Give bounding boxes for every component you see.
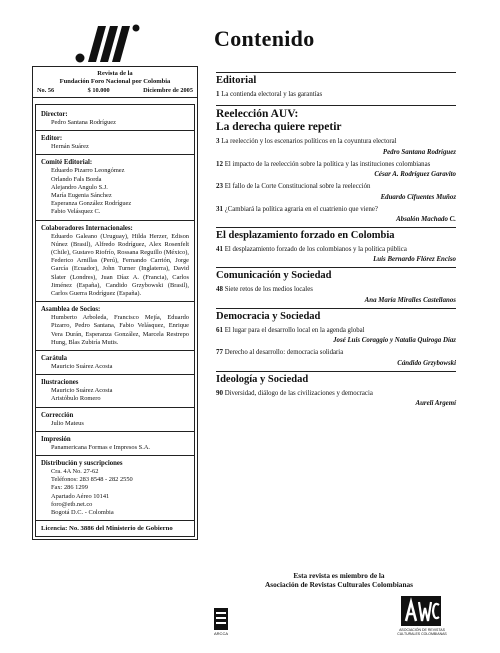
section-democracia: Democracia y Sociedad [216, 310, 321, 322]
credit-impresion: Impresión Panamericana Formas e Impresos S.A. [41, 435, 151, 451]
credits-box [35, 104, 195, 537]
masthead-issue-row [37, 87, 193, 95]
toc-entry: 31 ¿Cambiará la política agraria en el cuatrienio que viene? [216, 204, 378, 213]
issue-price: $ 10.000 [87, 87, 110, 94]
foro-logo-icon [72, 20, 142, 64]
arcca-logo-label: ARCCA [214, 631, 229, 636]
credit-comite: Comité Editorial: Eduardo Pizarro Leongómez Orlando Fals Borda Alejandro Angulo S.J. María Eugenia Sánchez Esperanza González Rodríguez Fabio Velásquez C. [41, 159, 132, 216]
section-reeleccion-subtitle: La derecha quiere repetir [216, 121, 342, 134]
toc-entry: 77 Derecho al desarrollo: democracia solidaria [216, 348, 344, 357]
section-desplazamiento: El desplazamiento forzado en Colombia [216, 230, 395, 242]
masthead-line2: Fundación Foro Nacional por Colombia [59, 78, 171, 85]
credit-director: Director: Pedro Santana Rodríguez [41, 111, 116, 126]
toc-entry: 1 La contienda electoral y las garantías [216, 90, 323, 98]
masthead [33, 67, 197, 98]
membership-notice: Esta revista es miembro de la Asociación de Revistas Culturales Colombianas [265, 571, 413, 589]
credit-correccion: Corrección Julio Mateus [41, 411, 84, 427]
credit-ilustraciones: Ilustraciones Mauricio Suárez Acosta Aristóbulo Romero [41, 379, 113, 403]
toc-author: Cándido Grzybowski [397, 359, 456, 367]
credit-asamblea: Asamblea de Socios: Humberto Arboleda, Francisco Mejía, Eduardo Pizarro, Pedro Santana, Fabio Velásquez, Enrique Vera Durán, Esperanza González, Marcela Restrepo Hung, Blas Zubiría Mutis. [41, 306, 189, 346]
toc-entry: 48 Siete retos de los medios locales [216, 285, 313, 294]
issue-date: Diciembre de 2005 [143, 87, 193, 94]
section-ideologia: Ideología y Sociedad [216, 373, 309, 385]
asociacion-logo-label: ASOCIACIÓN DE REVISTAS CULTURALES COLOMBIANAS [397, 628, 447, 636]
toc-author: Aureli Argemí [415, 400, 456, 408]
license-text: Licencia: No. 3886 del Ministerio de Gobierno [41, 525, 173, 533]
toc-entry: 3 La reelección y los escenarios políticos en la coyuntura electoral [216, 137, 397, 146]
credit-colaboradores: Colaboradores Internacionales: Eduardo Galeano (Uruguay), Hilda Herzer, Edison Núnez (Brasil), Alfredo Rodríguez, Alex Rosenfelt (Chile), Gustavo Riofrío, Rossana Reguillo (México), Federico Arnillas (Perú), Fernando Carrión, Jorge García (Ecuador), John Turner (Inglaterra), David Slater (Londres), Juan Díaz A. (Francia), Carlos Jiménez (España), Candido Grzybowski (Brasil), Carlos Guerra Rodríguez (España). [41, 224, 189, 298]
toc-author: Eduardo Cifuentes Muñoz [380, 193, 456, 201]
masthead-box [32, 66, 198, 540]
toc-entry: 61 El lugar para el desarrollo local en la agenda global [216, 325, 365, 334]
asociacion-logo-icon [401, 596, 441, 626]
table-of-contents [216, 72, 456, 408]
page-title: Contenido [214, 26, 315, 51]
section-comunicacion: Comunicación y Sociedad [216, 270, 332, 282]
masthead-line1: Revista de la [97, 70, 133, 77]
credit-caratula: Carátula Mauricio Suárez Acosta [41, 355, 113, 371]
credit-distribucion: Distribución y suscripciones Cra. 4A No. 27-62 Teléfonos: 283 8548 - 282 2550 Fax: 286 1299 Apartado Aéreo 10141 foro@etb.net.co Bogotá D.C. - Colombia [41, 460, 133, 517]
toc-entry: 41 El desplazamiento forzado de los colombianos y la política pública [216, 245, 407, 254]
toc-author: José Luis Coraggio y Natalia Quiroga Díaz [333, 337, 456, 345]
issue-number: No. 56 [37, 87, 55, 94]
toc-entry: 90 Diversidad, diálogo de las civilizaciones y democracia [216, 388, 373, 397]
section-reeleccion: Reelección AUV: [216, 108, 299, 121]
toc-author: Absalón Machado C. [396, 216, 456, 224]
toc-author: Pedro Santana Rodríguez [382, 148, 456, 156]
toc-author: Ana María Miralles Castellanos [364, 296, 456, 304]
arcca-logo-icon [214, 608, 228, 630]
toc-author: Luis Bernardo Flórez Enciso [373, 256, 456, 264]
toc-entry: 23 El fallo de la Corte Constitucional sobre la reelección [216, 182, 371, 191]
credit-editor: Editor: Hernán Suárez [41, 135, 89, 151]
toc-author: César A. Rodríguez Garavito [374, 171, 456, 179]
toc-entry: 12 El impacto de la reelección sobre la política y las instituciones colombianas [216, 159, 431, 168]
section-editorial: Editorial [216, 75, 257, 86]
